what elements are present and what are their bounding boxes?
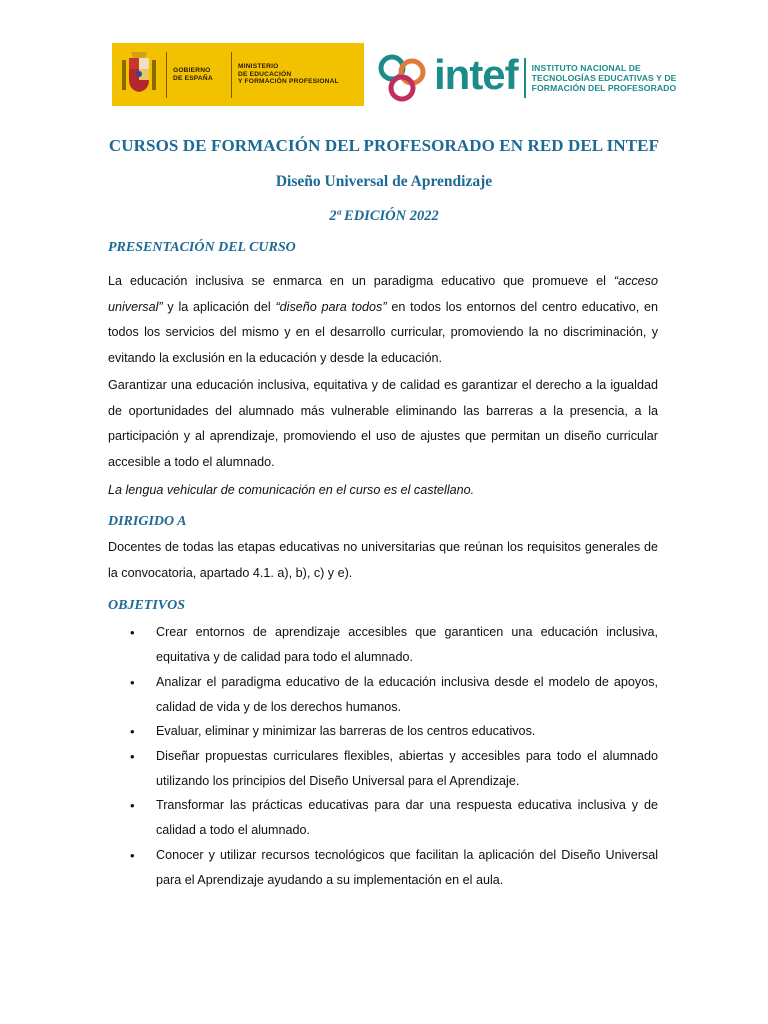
dirigido-paragraph: Docentes de todas las etapas educativas no universitarias que reúnan los requisitos generales de la convocatoria, apartado 4.1. a), b), c) y e). <box>108 540 658 580</box>
intef-knot-icon <box>376 52 430 104</box>
gobierno-ministerio-logo <box>112 43 364 106</box>
list-item <box>108 744 658 794</box>
list-item-text: Diseñar propuestas curriculares flexibles, abiertas y accesibles para todo el alumnado utilizando los principios del Diseño Universal para el Aprendizaje. <box>156 748 658 788</box>
gobierno-text <box>167 67 231 82</box>
list-item <box>108 670 658 720</box>
ministerio-line: MINISTERIO <box>238 63 279 71</box>
intef-name-line: FORMACIÓN DEL PROFESORADO <box>531 83 677 93</box>
coat-of-arms-icon <box>112 43 166 106</box>
intef-logo <box>376 52 677 104</box>
text-run: en todos los entornos del centro educativo, en todos los servicios del mismo y en el desarrollo curricular, promoviendo la no discriminación, y evitando la exclusión en la educación y desde la educación. <box>108 299 658 365</box>
ministerio-line: DE EDUCACIÓN <box>238 70 292 78</box>
gobierno-line: GOBIERNO <box>173 67 211 75</box>
bullet-icon: • <box>130 798 135 813</box>
bullet-icon: • <box>130 674 135 690</box>
ministerio-text <box>232 63 345 85</box>
list-item-text: Conocer y utilizar recursos tecnológicos que facilitan la aplicación del Diseño Universal para el Aprendizaje ayudando a su implementación en el aula. <box>156 847 658 887</box>
bullet-icon: • <box>130 748 135 764</box>
list-item-text: Analizar el paradigma educativo de la educación inclusiva desde el modelo de apoyos, calidad de vida y de los derechos humanos. <box>156 674 658 714</box>
text-run-italic: “acceso universal” <box>108 274 658 314</box>
objetivos-list <box>108 620 658 892</box>
document-title: CURSOS DE FORMACIÓN DEL PROFESORADO EN RED DEL INTEF <box>108 136 660 155</box>
bullet-icon: • <box>130 724 135 739</box>
intef-wordmark: intef <box>434 51 518 98</box>
presentacion-paragraph-1 <box>108 269 658 371</box>
gobierno-line: DE ESPAÑA <box>173 74 213 82</box>
intef-name-text <box>532 63 677 93</box>
intef-name-line: INSTITUTO NACIONAL DE <box>531 63 641 73</box>
language-note: La lengua vehicular de comunicación en el curso es el castellano. <box>108 483 475 497</box>
dirigido-heading: DIRIGIDO A <box>108 514 187 529</box>
presentacion-heading: PRESENTACIÓN DEL CURSO <box>108 240 296 255</box>
bullet-icon: • <box>130 625 135 640</box>
list-item <box>108 620 658 670</box>
list-item-text: Crear entornos de aprendizaje accesibles que garanticen una educación inclusiva, equitativa y de calidad para todo el alumnado. <box>156 625 658 664</box>
edition-title: 2ª EDICIÓN 2022 <box>329 208 439 224</box>
intef-name-line: TECNOLOGÍAS EDUCATIVAS Y DE <box>531 73 677 83</box>
presentacion-paragraph-2: Garantizar una educación inclusiva, equitativa y de calidad es garantizar el derecho a la igualdad de oportunidades del alumnado más vulnerable eliminando las barreras a la presencia, a la participación y al aprendizaje, promoviendo el uso de ajustes que permitan un diseño curricular accesible a todo el alumnado. <box>108 378 658 469</box>
list-item <box>108 843 658 893</box>
text-run: y la aplicación del <box>162 299 276 314</box>
course-title: Diseño Universal de Aprendizaje <box>275 173 493 190</box>
list-item-text: Evaluar, eliminar y minimizar las barreras de los centros educativos. <box>156 724 536 738</box>
list-item-text: Transformar las prácticas educativas para dar una respuesta educativa inclusiva y de calidad a todo el alumnado. <box>156 798 658 837</box>
list-item <box>108 719 658 744</box>
objetivos-heading: OBJETIVOS <box>108 598 186 613</box>
bullet-icon: • <box>130 847 135 863</box>
text-run-italic: “diseño para todos” <box>275 299 387 314</box>
list-item <box>108 793 658 843</box>
ministerio-line: Y FORMACIÓN PROFESIONAL <box>238 78 339 86</box>
text-run: La educación inclusiva se enmarca en un paradigma educativo que promueve el <box>108 274 614 288</box>
logo-divider <box>524 58 526 98</box>
